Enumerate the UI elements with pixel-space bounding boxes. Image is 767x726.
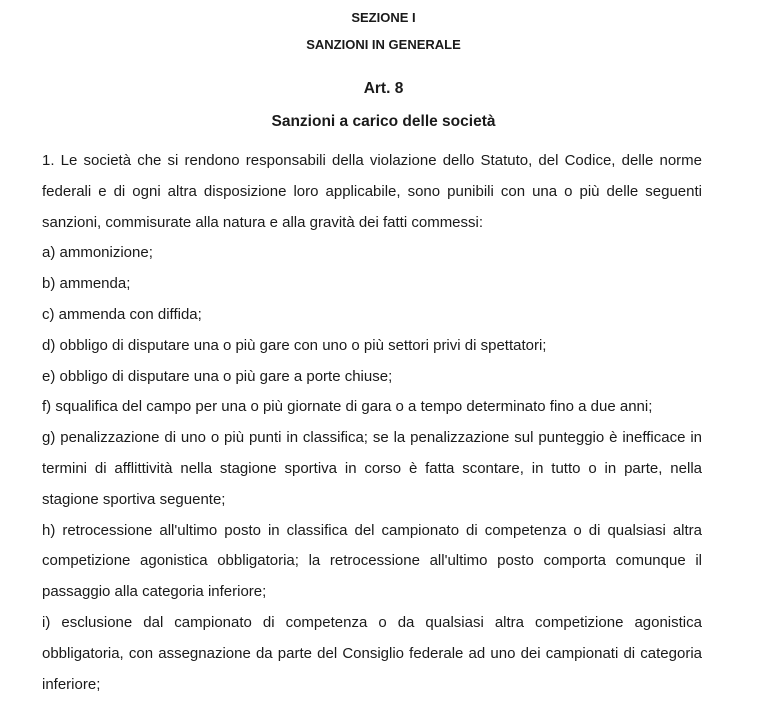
article-title: Sanzioni a carico delle società bbox=[271, 113, 496, 130]
list-item-b: b) ammenda; bbox=[42, 275, 131, 293]
list-item-c: c) ammenda con diffida; bbox=[42, 305, 202, 323]
section-subtitle: SANZIONI IN GENERALE bbox=[306, 37, 461, 52]
list-item-d: d) obbligo di disputare una o più gare con uno o più settori privi di spettatori; bbox=[42, 336, 547, 354]
article-number: Art. 8 bbox=[363, 80, 404, 97]
paragraph-intro: 1. Le società che si rendono responsabili della violazione dello Statuto, del Codice, delle norme federali e di ogni altra disposizione loro applicabile, sono punibili con una o più delle seguenti sanzioni, commisurate alla natura e alla gravità dei fatti commessi: bbox=[42, 152, 702, 231]
list-item-g: g) penalizzazione di uno o più punti in classifica; se la penalizzazione sul punteggio è inefficace in termini di afflittività nella stagione sportiva in corso è fatta scontare, in tutto o in parte, nella stagione sportiva seguente; bbox=[42, 429, 702, 508]
list-item-a: a) ammonizione; bbox=[42, 244, 153, 262]
list-item-f: f) squalifica del campo per una o più giornate di gara o a tempo determinato fino a due anni; bbox=[42, 398, 653, 416]
list-item-h: h) retrocessione all'ultimo posto in classifica del campionato di competenza o di qualsiasi altra competizione agonistica obbligatoria; la retrocessione all'ultimo posto comporta comunque il passaggio alla categoria inferiore; bbox=[42, 521, 702, 601]
section-label: SEZIONE I bbox=[351, 10, 416, 25]
list-item-i: i) esclusione dal campionato di competenza o da qualsiasi altra competizione agonistica obbligatoria, con assegnazione da parte del Consiglio federale ad uno dei campionati di categoria inferiore; bbox=[42, 613, 702, 693]
article-body bbox=[42, 146, 702, 700]
list-item-e: e) obbligo di disputare una o più gare a porte chiuse; bbox=[42, 367, 393, 385]
